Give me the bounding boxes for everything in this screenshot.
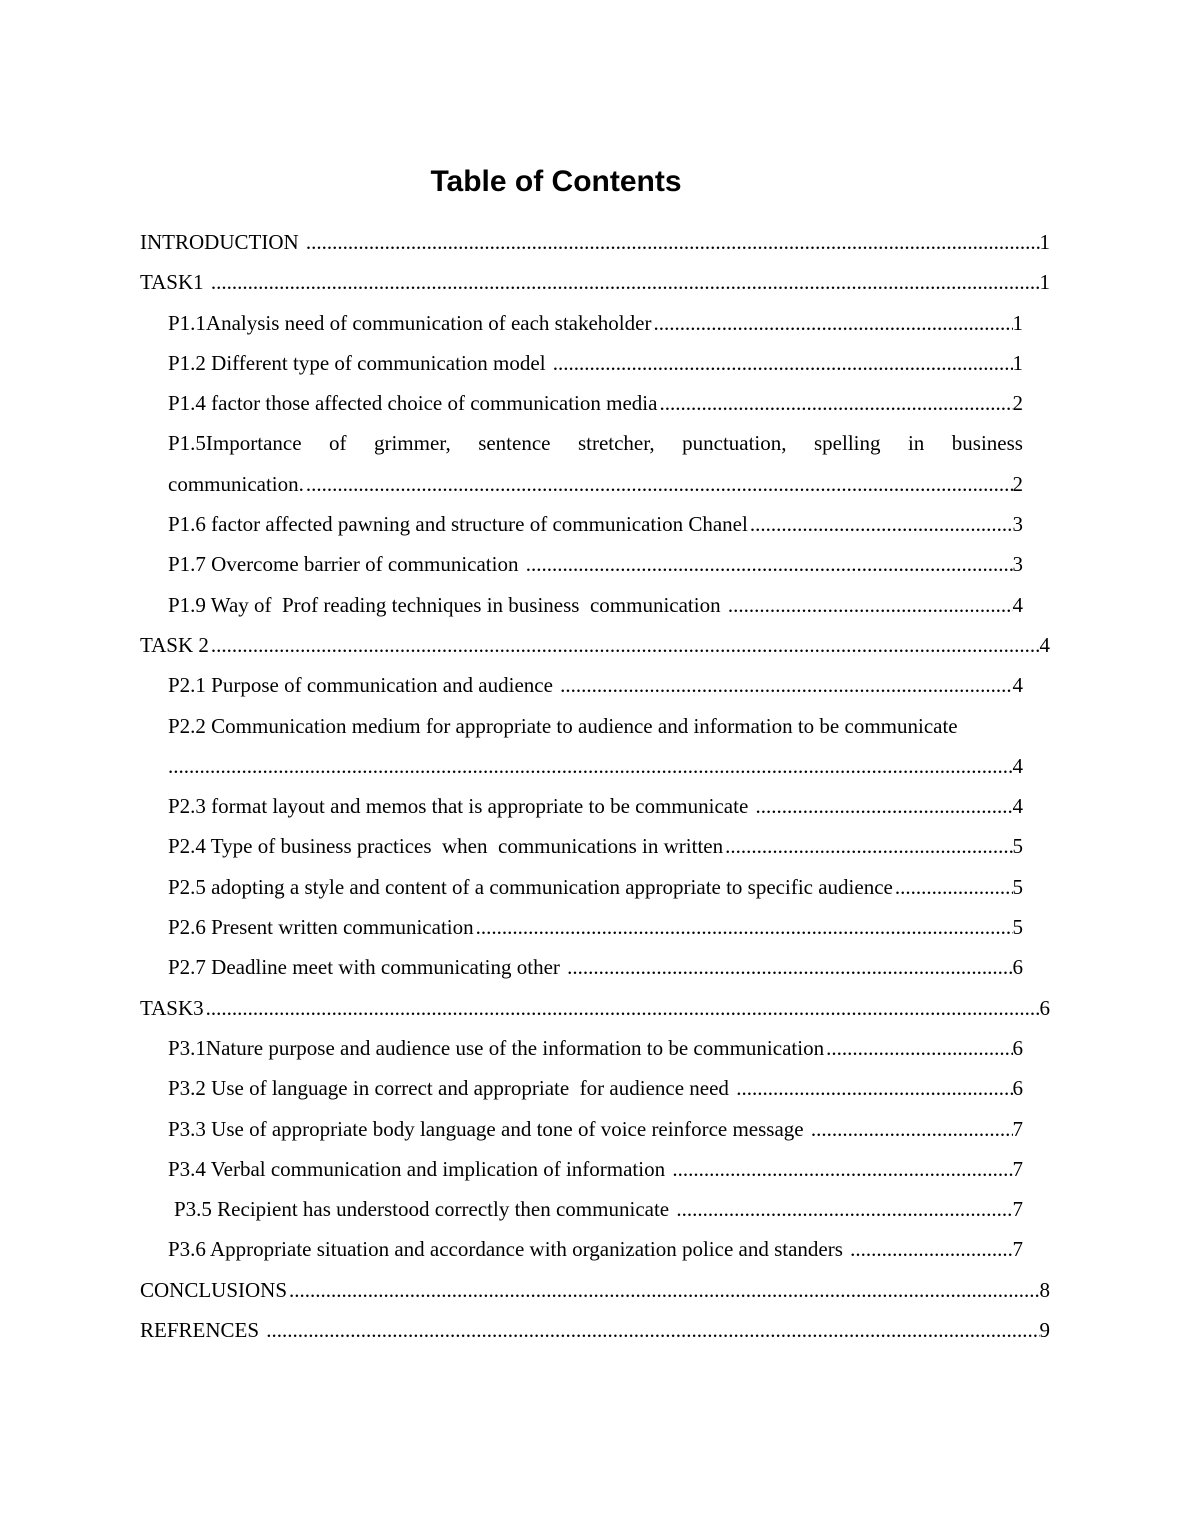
toc-word: spelling <box>814 431 881 456</box>
dot-leader <box>266 1310 1039 1350</box>
toc-entry-label: P1.7 Overcome barrier of communication <box>168 552 524 577</box>
toc-entry-page: 1 <box>1012 310 1023 335</box>
toc-entry-p2-4[interactable] <box>140 826 1023 866</box>
dot-leader <box>725 826 1012 866</box>
toc-entry-p1-1[interactable] <box>140 303 1023 343</box>
toc-entry-label: CONCLUSIONS <box>140 1277 288 1302</box>
toc-entry-label: P3.2 Use of language in correct and appropriate for audience need <box>168 1076 735 1101</box>
toc-entry-label: TASK3 <box>140 995 204 1020</box>
toc-entry-label: P2.5 adopting a style and content of a communication appropriate to specific audience <box>168 874 893 899</box>
dot-leader <box>206 988 1040 1028</box>
dot-leader <box>850 1229 1012 1269</box>
dot-leader <box>811 1109 1013 1149</box>
toc-entry-label: P3.4 Verbal communication and implication of information <box>168 1156 671 1181</box>
toc-entry-p2-3[interactable] <box>140 786 1023 826</box>
dot-leader <box>736 1068 1012 1108</box>
dot-leader <box>168 746 1013 786</box>
toc-entry-label: P1.4 factor those affected choice of communication media <box>168 391 658 416</box>
toc-entry-label: P3.3 Use of appropriate body language and tone of voice reinforce message <box>168 1116 809 1141</box>
dot-leader <box>567 947 1012 987</box>
toc-entry-page: 7 <box>1012 1156 1023 1181</box>
dot-leader <box>756 786 1013 826</box>
toc-entry-label: P3.5 Recipient has understood correctly then communicate <box>174 1197 675 1222</box>
toc-title: Table of Contents <box>430 165 682 198</box>
toc-entry-p3-2[interactable] <box>140 1068 1023 1108</box>
toc-entry-page: 4 <box>1039 632 1050 657</box>
toc-word: P1.5Importance <box>168 431 302 456</box>
toc-entry-page: 1 <box>1039 270 1050 295</box>
dot-leader <box>306 222 1040 262</box>
toc-entry-task3[interactable] <box>140 988 1050 1028</box>
toc-entry-p3-4[interactable] <box>140 1149 1023 1189</box>
toc-entry-page: 5 <box>1012 874 1023 899</box>
toc-entry-introduction[interactable] <box>140 222 1050 262</box>
toc-entry-p3-3[interactable] <box>140 1109 1023 1149</box>
toc-entry-p1-9[interactable] <box>140 585 1023 625</box>
toc-entry-first-line <box>168 423 1023 463</box>
toc-word: sentence <box>478 431 551 456</box>
toc-entry-page: 5 <box>1012 834 1023 859</box>
toc-entry-p3-1[interactable] <box>140 1028 1023 1068</box>
toc-entry-refrences[interactable] <box>140 1310 1050 1350</box>
toc-entry-page: 3 <box>1012 512 1023 537</box>
toc-entry-page: 6 <box>1012 1035 1023 1060</box>
toc-entry-page: 4 <box>1012 592 1023 617</box>
toc-entry-label: P1.1Analysis need of communication of each stakeholder <box>168 310 652 335</box>
toc-entry-label: TASK1 <box>140 270 209 295</box>
toc-entry-p2-6[interactable] <box>140 907 1023 947</box>
toc-entry-page: 1 <box>1039 230 1050 254</box>
toc-entry-page: 2 <box>1012 471 1023 496</box>
toc-entry-page: 7 <box>1012 1197 1023 1222</box>
toc-entry-label: REFRENCES <box>140 1318 265 1343</box>
toc-entry-p1-5[interactable] <box>140 423 1023 504</box>
toc-entry-label: P2.1 Purpose of communication and audience <box>168 673 559 698</box>
toc-word: punctuation, <box>682 431 787 456</box>
toc-word: grimmer, <box>373 431 451 456</box>
toc-entry-label: P1.2 Different type of communication model <box>168 350 551 375</box>
dot-leader <box>750 504 1013 544</box>
toc-entry-page: 8 <box>1039 1277 1050 1302</box>
toc-entry-label: P2.7 Deadline meet with communicating other <box>168 955 566 980</box>
toc-entry-p1-7[interactable] <box>140 544 1023 584</box>
toc-entry-page: 2 <box>1012 391 1023 416</box>
dot-leader <box>560 665 1012 705</box>
toc-entry-task2[interactable] <box>140 625 1050 665</box>
toc-entry-page: 6 <box>1039 995 1050 1020</box>
toc-entry-page: 6 <box>1012 955 1023 980</box>
dot-leader <box>676 1189 1012 1229</box>
dot-leader <box>211 262 1040 302</box>
toc-entry-page: 6 <box>1012 1076 1023 1101</box>
toc-word: business <box>951 431 1023 456</box>
dot-leader <box>728 585 1013 625</box>
toc-entry-page: 1 <box>1012 350 1023 375</box>
toc-entry-label: INTRODUCTION <box>140 230 304 254</box>
toc-word: in <box>907 431 925 456</box>
toc-entry-p1-6[interactable] <box>140 504 1023 544</box>
toc-word: stretcher, <box>577 431 655 456</box>
toc-entry-label: P2.3 format layout and memos that is appropriate to be communicate <box>168 794 754 819</box>
dot-leader <box>289 1270 1039 1310</box>
toc-entry-task1[interactable] <box>140 262 1050 302</box>
toc-entry-p2-5[interactable] <box>140 867 1023 907</box>
toc-entry-label: P3.1Nature purpose and audience use of the information to be communication <box>168 1035 825 1060</box>
toc-entry-p1-2[interactable] <box>140 343 1023 383</box>
toc-entry-page: 5 <box>1012 915 1023 940</box>
toc-entry-page: 9 <box>1039 1318 1050 1343</box>
toc-entry-label: P2.4 Type of business practices when communications in written <box>168 834 724 859</box>
toc-entry-label: communication. <box>168 471 304 496</box>
toc-entry-p1-4[interactable] <box>140 383 1023 423</box>
toc-list <box>140 222 1050 1350</box>
dot-leader <box>306 464 1013 504</box>
dot-leader <box>895 867 1013 907</box>
toc-entry-conclusions[interactable] <box>140 1270 1050 1310</box>
toc-entry-page: 3 <box>1012 552 1023 577</box>
toc-entry-label: P3.6 Appropriate situation and accordance with organization police and standers <box>168 1237 849 1262</box>
toc-entry-page: 4 <box>1012 673 1023 698</box>
toc-entry-page: 7 <box>1012 1237 1023 1262</box>
toc-entry-p3-6[interactable] <box>140 1229 1023 1269</box>
dot-leader <box>672 1149 1012 1189</box>
toc-entry-first-line: P2.2 Communication medium for appropriate to audience and information to be communicate <box>168 713 958 738</box>
dot-leader <box>553 343 1013 383</box>
toc-entry-label: P2.6 Present written communication <box>168 915 474 940</box>
dot-leader <box>211 625 1040 665</box>
dot-leader <box>476 907 1013 947</box>
toc-entry-page: 4 <box>1012 794 1023 819</box>
toc-entry-page: 4 <box>1012 753 1023 778</box>
toc-entry-page: 7 <box>1012 1116 1023 1141</box>
dot-leader <box>526 544 1013 584</box>
toc-entry-label: P1.9 Way of Prof reading techniques in business communication <box>168 592 726 617</box>
toc-entry-p2-1[interactable] <box>140 665 1023 705</box>
toc-word: of <box>329 431 347 456</box>
dot-leader <box>653 303 1012 343</box>
toc-entry-label: TASK 2 <box>140 632 209 657</box>
toc-entry-p3-5[interactable] <box>140 1189 1023 1229</box>
toc-entry-label: P1.6 factor affected pawning and structure of communication Chanel <box>168 512 748 537</box>
toc-entry-p2-2[interactable] <box>140 706 1050 787</box>
toc-entry-p2-7[interactable] <box>140 947 1023 987</box>
dot-leader <box>826 1028 1012 1068</box>
dot-leader <box>659 383 1012 423</box>
